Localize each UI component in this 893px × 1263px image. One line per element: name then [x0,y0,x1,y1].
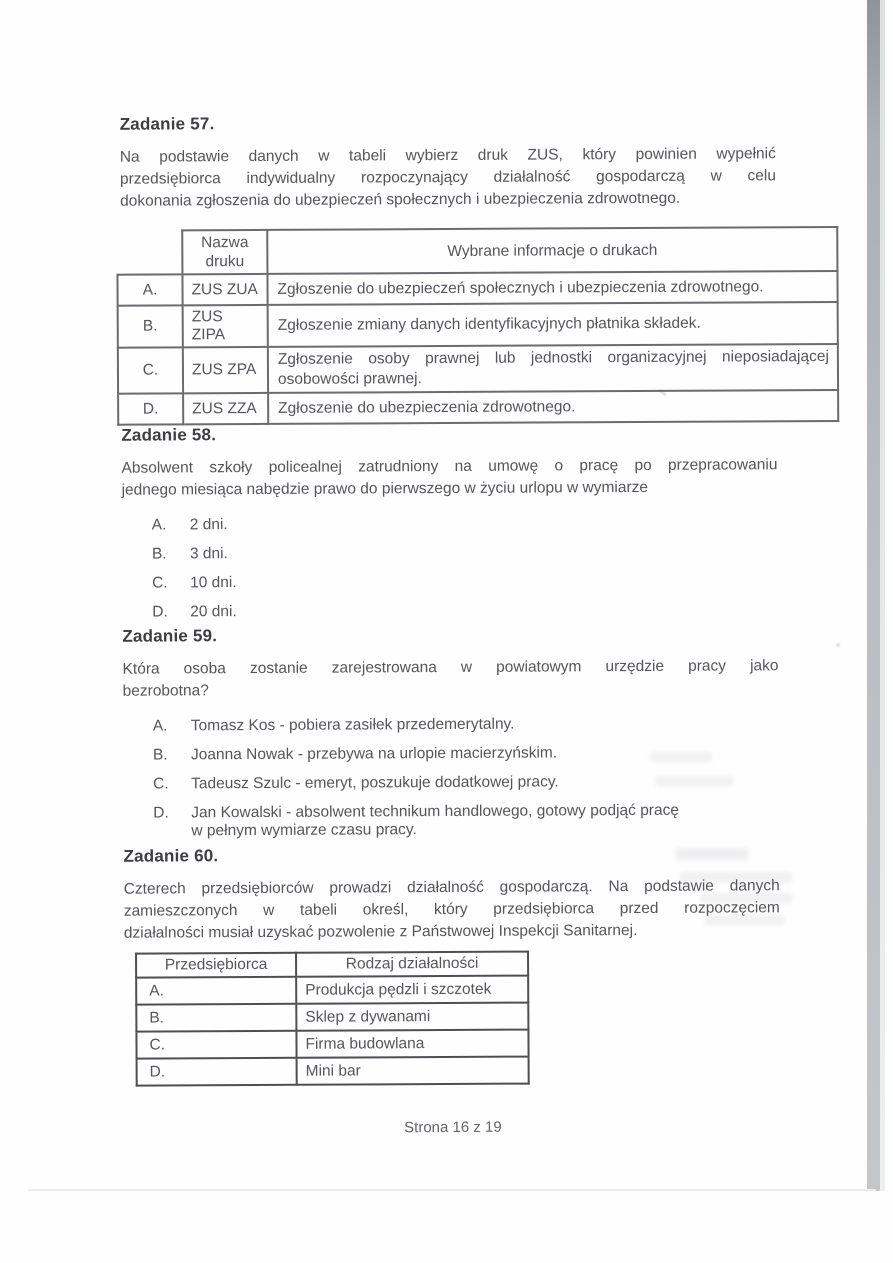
zus-table-header-row [117,227,837,275]
task-58-title: Zadanie 58. [121,425,217,445]
form-name-cell: ZUS ZIPA [183,305,268,347]
intro-line: Na podstawie danych w tabeli wybierz druk ZUS, który powinien wypełnić [119,145,776,166]
task-57-section [119,111,829,425]
entrepreneurs-header-row [136,952,528,978]
task-59-section [122,623,779,846]
task-58-section [121,422,778,626]
option-letter: B. [152,746,168,764]
activity-cell: Mini bar [297,1057,529,1085]
entrepreneur-row-a [136,976,528,1005]
form-info-cell: Zgłoszenie osoby prawnej lub jednostki organizacyjnej nieposiadającej osobowości prawnej. [268,344,838,393]
form-name-cell: ZUS ZUA [182,274,267,305]
option-text-line2: w pełnym wymiarze czasu pracy. [191,821,417,840]
option-text: 2 dni. [189,516,228,534]
form-name-cell: ZUS ZZA [183,393,268,424]
task-59-intro [122,655,778,702]
task-57-title: Zadanie 57. [119,114,215,134]
column-header-entrepreneur: Przedsiębiorca [136,953,296,978]
zus-row-a [117,271,837,306]
intro-line: Czterech przedsiębiorców prowadzi działalność gospodarczą. Na podstawie danych [123,877,780,898]
task-58-intro [121,454,777,501]
option-a [152,507,778,539]
option-letter: A. [152,717,168,735]
task-57-intro [120,143,776,212]
option-letter: A. [151,516,167,534]
option-text-line1: Jan Kowalski - absolwent technikum handlowego, gotowy podjąć pracę [191,801,679,822]
answer-letter-cell: D. [137,1058,297,1086]
option-letter: B. [151,545,167,563]
form-info-cell: Zgłoszenie do ubezpieczenia zdrowotnego. [268,390,838,424]
form-info-cell: Zgłoszenie zmiany danych identyfikacyjnych płatnika składek. [268,302,838,347]
option-text: 20 dni. [190,603,237,621]
form-name-cell: ZUS ZPA [183,347,268,393]
column-header-form-info: Wybrane informacje o drukach [267,227,837,274]
option-letter: C. [152,574,168,592]
intro-line: przedsiębiorca indywidualny rozpoczynający działalność gospodarczą w celu [119,167,776,188]
entrepreneur-row-c [136,1030,528,1059]
option-text: 10 dni. [190,574,237,592]
option-a [153,708,779,740]
answer-letter-cell: A. [117,274,182,305]
option-b [152,536,778,568]
task-58-options [152,507,779,626]
intro-line: działalności musiał uzyskać pozwolenie z Państwowej Inspekcji Sanitarnej. [123,922,638,942]
empty-header-cell [117,230,182,274]
option-c [152,565,778,597]
task-59-options [153,708,780,846]
option-text: Tadeusz Szulc - emeryt, poszukuje dodatkowej pracy. [191,773,559,793]
option-c [153,766,779,798]
zus-forms-table [116,226,839,426]
activity-cell: Produkcja pędzli i szczotek [296,976,528,1004]
intro-line: Która osoba zostanie zarejestrowana w powiatowym urzędzie pracy jako [122,657,779,678]
footer-page-number: Strona 16 z 19 [404,1118,502,1137]
option-text: Tomasz Kos - pobiera zasiłek przedemerytalny. [190,715,515,735]
activity-cell: Firma budowlana [296,1030,528,1058]
answer-letter-cell: C. [118,347,183,393]
option-letter: C. [153,775,169,793]
page-bottom-edge [28,1189,876,1191]
task-60-title: Zadanie 60. [123,846,219,866]
form-info-cell: Zgłoszenie do ubezpieczeń społecznych i ubezpieczenia zdrowotnego. [267,271,837,305]
task-60-section [123,843,780,1086]
activity-cell: Sklep z dywanami [296,1003,528,1031]
answer-letter-cell: A. [136,977,296,1005]
option-text: 3 dni. [189,545,228,563]
option-letter: D. [153,804,169,822]
entrepreneur-row-b [136,1003,528,1032]
answer-letter-cell: B. [136,1004,296,1032]
intro-line: Absolwent szkoły policealnej zatrudniony na umowę o pracę po przepracowaniu [121,456,778,477]
column-header-form-name: Nazwa druku [182,230,267,274]
option-text [191,795,779,846]
answer-letter-cell: B. [118,305,183,347]
option-letter: D. [152,603,168,621]
intro-line: zamieszczonych w tabeli określ, który przedsiębiorca przed rozpoczęciem [123,899,780,920]
intro-line: dokonania zgłoszenia do ubezpieczeń społecznych i ubezpieczenia zdrowotnego. [120,189,681,210]
column-header-activity: Rodzaj działalności [296,952,528,977]
entrepreneur-row-d [137,1057,529,1086]
zus-row-b [118,302,838,348]
task-59-title: Zadanie 59. [122,626,218,646]
zus-row-d [118,390,838,425]
option-d [152,594,778,626]
zus-row-c [118,344,838,394]
task-60-intro [124,875,780,944]
option-d [153,795,779,846]
answer-letter-cell: D. [118,393,183,424]
entrepreneurs-table [135,951,530,1087]
intro-line: jednego miesiąca nabędzie prawo do pierwszego w życiu urlopu w wymiarze [121,478,649,499]
option-b [153,737,779,769]
option-text: Joanna Nowak - przebywa na urlopie macierzyńskim. [190,744,558,764]
answer-letter-cell: C. [136,1031,296,1059]
intro-line: bezrobotna? [122,682,209,700]
